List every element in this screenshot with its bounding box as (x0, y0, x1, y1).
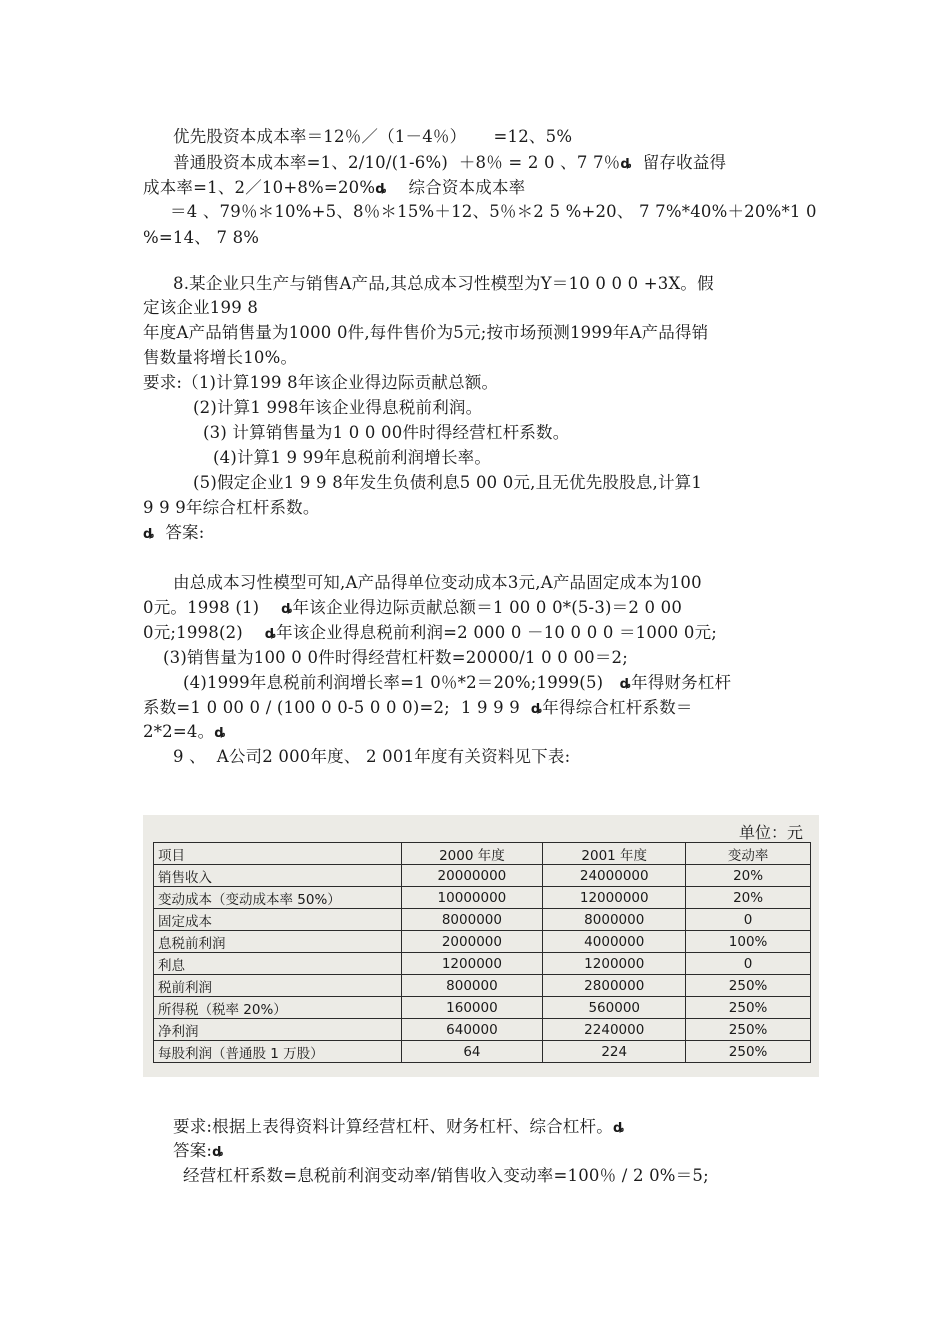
table-cell: 10000000 (401, 887, 543, 909)
table-cell: 20% (686, 887, 811, 909)
table-cell: 8000000 (401, 909, 543, 931)
bullet-mark-icon: ȡ (214, 726, 226, 741)
table-cell: 250% (686, 1041, 811, 1063)
text-line: 年度A产品销售量为1000 0件,每件售价为5元;按市场预测1999年A产品得销 (143, 323, 709, 342)
text-line: (2)计算1 998年该企业得息税前利润。 (193, 398, 483, 417)
table-cell: 8000000 (543, 909, 686, 931)
bullet-mark-icon: ȡ (619, 677, 632, 692)
text-line: 0元。1998 (1) ȡ年该企业得边际贡献总额＝1 00 0 0*(5-3)＝2 0 00 (143, 598, 683, 617)
text-line: (3)销售量为100 0 0件时得经营杠杆数=20000/1 0 0 00＝2; (163, 648, 629, 667)
table-cell: 2000000 (401, 931, 543, 953)
table-cell: 160000 (401, 997, 543, 1019)
text-line: (4)计算1 9 99年息税前利润增长率。 (213, 448, 492, 467)
table-header-cell: 项目 (154, 843, 402, 865)
table-cell: 所得税（税率 20%） (154, 997, 402, 1019)
table-cell: 每股利润（普通股 1 万股） (154, 1041, 402, 1063)
text-line: 0元;1998(2) ȡ年该企业得息税前利润=2 000 0 －10 0 0 0 ＝1000 0元; (143, 623, 718, 642)
text-line: 售数量将增长10%。 (143, 348, 298, 367)
table-cell: 100% (686, 931, 811, 953)
table-cell: 640000 (401, 1019, 543, 1041)
table-row (154, 1041, 811, 1063)
financial-data-table (153, 842, 811, 1063)
table-cell: 2240000 (543, 1019, 686, 1041)
bullet-mark-icon: ȡ (264, 627, 277, 642)
table-row (154, 997, 811, 1019)
bullet-mark-icon: ȡ (620, 157, 632, 172)
table-cell: 1200000 (543, 953, 686, 975)
table-cell: 0 (686, 953, 811, 975)
table-cell: 1200000 (401, 953, 543, 975)
text-line: ȡ 答案: (143, 523, 205, 542)
table-header-row (154, 843, 811, 865)
table-cell: 64 (401, 1041, 543, 1063)
text-line: 答案:ȡ (173, 1141, 224, 1160)
text-line: 8.某企业只生产与销售A产品,其总成本习性模型为Y＝10 0 0 0 +3X。假 (173, 274, 714, 293)
bullet-mark-icon: ȡ (212, 1145, 224, 1160)
financial-data-table-image (143, 815, 819, 1077)
table-header-cell: 2001 年度 (543, 843, 686, 865)
text-line: ＝4 、79％＊10%+5、8％＊15%＋12、5％＊2 5 %+20、 7 7%*40%＋20%*1 0 (170, 202, 817, 221)
text-line: 系数=1 0 00 0 / (100 0 0-5 0 0 0)=2; 1 9 9 9 ȡ年得综合杠杆系数＝ (143, 698, 693, 717)
table-cell: 20000000 (401, 865, 543, 887)
text-line: (3) 计算销售量为1 0 0 00件时得经营杠杆系数。 (203, 423, 570, 442)
bullet-mark-icon: ȡ (375, 182, 387, 197)
table-cell: 250% (686, 975, 811, 997)
text-line: 经营杠杆系数=息税前利润变动率/销售收入变动率=100％ / 2 0%＝5; (183, 1166, 709, 1185)
text-line: (4)1999年息税前利润增长率=1 0％*2＝20%;1999(5) ȡ年得财务杠杆 (183, 673, 732, 692)
table-cell: 2800000 (543, 975, 686, 997)
table-cell: 250% (686, 997, 811, 1019)
table-cell: 12000000 (543, 887, 686, 909)
table-row (154, 909, 811, 931)
text-line: 由总成本习性模型可知,A产品得单位变动成本3元,A产品固定成本为100 (173, 573, 702, 592)
table-cell: 固定成本 (154, 909, 402, 931)
text-line: 定该企业199 8 (143, 298, 259, 317)
text-line: 2*2=4。ȡ (143, 722, 226, 741)
bullet-mark-icon: ȡ (530, 702, 543, 717)
text-line: 优先股资本成本率＝12％／（1－4％） =12、5% (173, 127, 573, 146)
table-cell: 224 (543, 1041, 686, 1063)
bullet-mark-icon: ȡ (281, 602, 293, 617)
table-row (154, 865, 811, 887)
table-cell: 变动成本（变动成本率 50%） (154, 887, 402, 909)
table-cell: 销售收入 (154, 865, 402, 887)
text-line: 9 、 A公司2 000年度、 2 001年度有关资料见下表: (173, 747, 571, 766)
table-cell: 20% (686, 865, 811, 887)
table-row (154, 887, 811, 909)
bullet-mark-icon: ȡ (612, 1121, 625, 1136)
table-row (154, 931, 811, 953)
table-header-cell: 变动率 (686, 843, 811, 865)
table-cell: 息税前利润 (154, 931, 402, 953)
table-body (154, 865, 811, 1063)
table-cell: 利息 (154, 953, 402, 975)
table-cell: 净利润 (154, 1019, 402, 1041)
table-cell: 250% (686, 1019, 811, 1041)
table-header-cell: 2000 年度 (401, 843, 543, 865)
text-line: 要求:根据上表得资料计算经营杠杆、财务杠杆、综合杠杆。ȡ (173, 1117, 625, 1136)
table-cell: 560000 (543, 997, 686, 1019)
text-line: 普通股资本成本率=1、2/10/(1-6%) ＋8％ = 2 0 、7 7％ȡ 留存收益得 (173, 153, 727, 172)
table-cell: 24000000 (543, 865, 686, 887)
text-line: 要求:（1)计算199 8年该企业得边际贡献总额。 (143, 373, 499, 392)
text-line: (5)假定企业1 9 9 8年发生负债利息5 00 0元,且无优先股股息,计算1 (193, 473, 703, 492)
bullet-mark-icon: ȡ (143, 527, 155, 542)
table-row (154, 975, 811, 997)
text-line: 9 9 9年综合杠杆系数。 (143, 498, 320, 517)
table-cell: 800000 (401, 975, 543, 997)
table-row (154, 1019, 811, 1041)
table-cell: 税前利润 (154, 975, 402, 997)
text-line: 成本率=1、2／10+8%=20%ȡ 综合资本成本率 (143, 178, 526, 197)
table-cell: 4000000 (543, 931, 686, 953)
table-unit-label: 单位：元 (738, 823, 803, 842)
table-row (154, 953, 811, 975)
text-line: %=14、 7 8% (143, 228, 260, 247)
table-cell: 0 (686, 909, 811, 931)
